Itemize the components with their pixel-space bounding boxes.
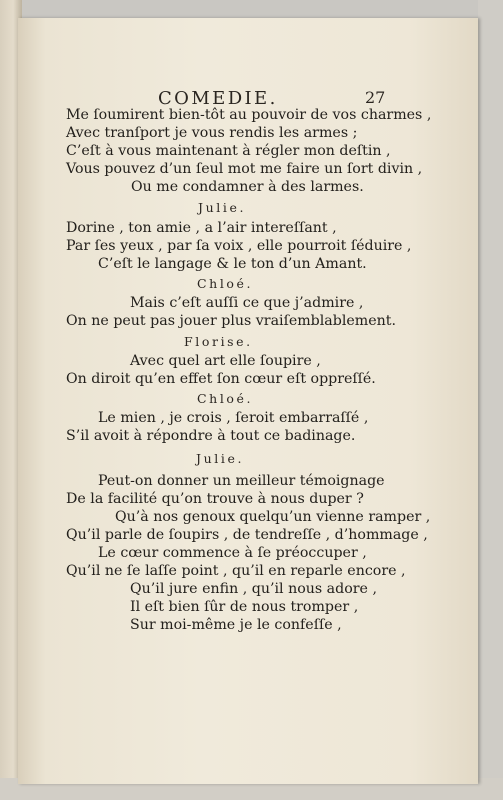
verse-line: Avec quel art elle ſoupire , bbox=[130, 353, 321, 369]
verse-line: C’eſt à vous maintenant à régler mon deſtin , bbox=[66, 143, 391, 159]
verse-line: Qu’il parle de ſoupirs , de tendreſſe , d’hommage , bbox=[66, 527, 428, 543]
verse-line: On ne peut pas jouer plus vraiſemblablement. bbox=[66, 313, 396, 329]
verse-line: Par ſes yeux , par ſa voix , elle pourroit ſéduire , bbox=[66, 238, 412, 254]
verse-line: Sur moi-même je le confeſſe , bbox=[130, 617, 342, 633]
verse-line: Me ſoumirent bien-tôt au pouvoir de vos charmes , bbox=[66, 107, 432, 123]
page-number: 27 bbox=[365, 88, 386, 107]
verse-line: Dorine , ton amie , a l’air intereſſant , bbox=[66, 220, 337, 236]
verse-line: C’eſt le langage & le ton d’un Amant. bbox=[98, 256, 367, 272]
speaker-name: Julie. bbox=[198, 200, 247, 215]
verse-line: Ou me condamner à des larmes. bbox=[131, 179, 364, 195]
speaker-name: Chloé. bbox=[197, 391, 254, 406]
speaker-name: Florise. bbox=[184, 334, 253, 349]
verse-line: Il eſt bien ſûr de nous tromper , bbox=[130, 599, 359, 615]
running-title: COMEDIE. bbox=[158, 88, 278, 109]
verse-line: De la facilité qu’on trouve à nous duper ? bbox=[66, 491, 364, 507]
verse-line: Mais c’eſt auſſi ce que j’admire , bbox=[130, 295, 364, 311]
verse-line: Le cœur commence à ſe préoccuper , bbox=[98, 545, 367, 561]
verse-line: On diroit qu’en effet ſon cœur eſt oppreſſé. bbox=[66, 371, 376, 387]
verse-line: Qu’il jure enfin , qu’il nous adore , bbox=[130, 581, 377, 597]
verse-line: Avec tranſport je vous rendis les armes ; bbox=[66, 125, 358, 141]
verse-line: Peut-on donner un meilleur témoignage bbox=[98, 473, 385, 489]
verse-line: Qu’il ne ſe laſſe point , qu’il en reparle encore , bbox=[66, 563, 406, 579]
speaker-name: Chloé. bbox=[197, 276, 254, 291]
verse-line: Vous pouvez d’un ſeul mot me faire un ſort divin , bbox=[66, 161, 423, 177]
verse-line: S’il avoit à répondre à tout ce badinage. bbox=[66, 428, 356, 444]
speaker-name: Julie. bbox=[196, 451, 245, 466]
background-margin bbox=[478, 0, 503, 800]
verse-line: Le mien , je crois , ſeroit embarraſſé , bbox=[98, 410, 369, 426]
verse-line: Qu’à nos genoux quelqu’un vienne ramper , bbox=[115, 509, 431, 525]
